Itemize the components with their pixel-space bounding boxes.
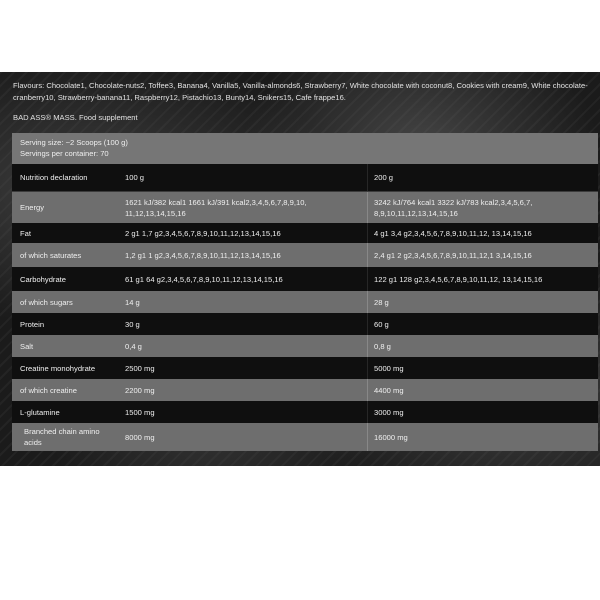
row-value-200g: 2,4 g1 2 g2,3,4,5,6,7,8,9,10,11,12,1 3,14,15,16 — [367, 243, 598, 267]
row-label: Branched chain amino acids — [24, 427, 100, 447]
row-value-200g: 3000 mg — [367, 401, 598, 423]
serving-size: Serving size: ~2 Scoops (100 g) — [20, 138, 128, 147]
background-panel — [0, 72, 600, 466]
table-row — [12, 401, 598, 423]
table-row — [12, 191, 598, 223]
row-value-100g: 1500 mg — [125, 407, 155, 417]
table-row — [12, 291, 598, 313]
table-row — [12, 243, 598, 267]
row-value-200g: 122 g1 128 g2,3,4,5,6,7,8,9,10,11,12, 13,14,15,16 — [367, 267, 598, 291]
row-value-200g: 5000 mg — [367, 357, 598, 379]
table-row — [12, 223, 598, 243]
row-value-100g: 1621 kJ/382 kcal1 1661 kJ/391 kcal2,3,4,5,6,7,8,9,10, 11,12,13,14,15,16 — [125, 197, 307, 218]
row-label: Salt — [20, 341, 34, 351]
row-label: Creatine monohydrate — [20, 363, 96, 373]
row-label: of which creatine — [20, 385, 77, 395]
flavours-text: Flavours: Chocolate1, Chocolate-nuts2, Toffee3, Banana4, Vanilla5, Vanilla-almonds6, Strawberry7, White chocolate with coconut8, Cookies with cream9, White chocolate-cranberry10, Strawberry-banana11, Raspberry12, Pistachio13, Bunty14, Snikers15, Cafe frappe16. — [13, 81, 588, 102]
row-value-100g: 30 g — [125, 319, 140, 329]
row-value-100g: 8000 mg — [125, 432, 155, 442]
row-label: Energy — [20, 203, 45, 212]
row-label: L-glutamine — [20, 407, 60, 417]
row-value-100g: 1,2 g1 1 g2,3,4,5,6,7,8,9,10,11,12,13,14,15,16 — [125, 250, 281, 260]
row-value-200g: 0,8 g — [367, 335, 598, 357]
row-value-100g: 2 g1 1,7 g2,3,4,5,6,7,8,9,10,11,12,13,14,15,16 — [125, 228, 281, 238]
table-header-row — [12, 164, 598, 191]
table-row — [12, 267, 598, 291]
table-row — [12, 379, 598, 401]
row-value-200g: 16000 mg — [367, 423, 598, 451]
row-value-100g: 2200 mg — [125, 385, 155, 395]
row-label: Carbohydrate — [20, 274, 67, 284]
row-value-200g: 4400 mg — [367, 379, 598, 401]
row-value-100g: 0,4 g — [125, 341, 142, 351]
row-label: of which saturates — [20, 250, 82, 260]
table-row — [12, 335, 598, 357]
table-row — [12, 357, 598, 379]
nutrition-table — [12, 133, 598, 451]
header-100g: 100 g — [125, 173, 145, 182]
row-label: of which sugars — [20, 297, 73, 307]
serving-info — [12, 133, 598, 164]
row-value-100g: 2500 mg — [125, 363, 155, 373]
header-nutrition-declaration: Nutrition declaration — [20, 173, 88, 182]
table-row — [12, 423, 598, 451]
product-line: BAD ASS® MASS. Food supplement — [13, 113, 138, 122]
row-label: Fat — [20, 228, 31, 238]
row-value-200g: 4 g1 3,4 g2,3,4,5,6,7,8,9,10,11,12, 13,14,15,16 — [367, 223, 598, 243]
row-label: Protein — [20, 319, 45, 329]
row-value-200g: 60 g — [367, 313, 598, 335]
servings-per-container: Servings per container: 70 — [20, 149, 109, 158]
row-value-100g: 14 g — [125, 297, 140, 307]
header-200g: 200 g — [367, 164, 598, 191]
row-value-200g: 3242 kJ/764 kcal1 3322 kJ/783 kcal2,3,4,5,6,7, 8,9,10,11,12,13,14,15,16 — [367, 192, 598, 223]
table-row — [12, 313, 598, 335]
row-value-200g: 28 g — [367, 291, 598, 313]
row-value-100g: 61 g1 64 g2,3,4,5,6,7,8,9,10,11,12,13,14,15,16 — [125, 274, 283, 284]
